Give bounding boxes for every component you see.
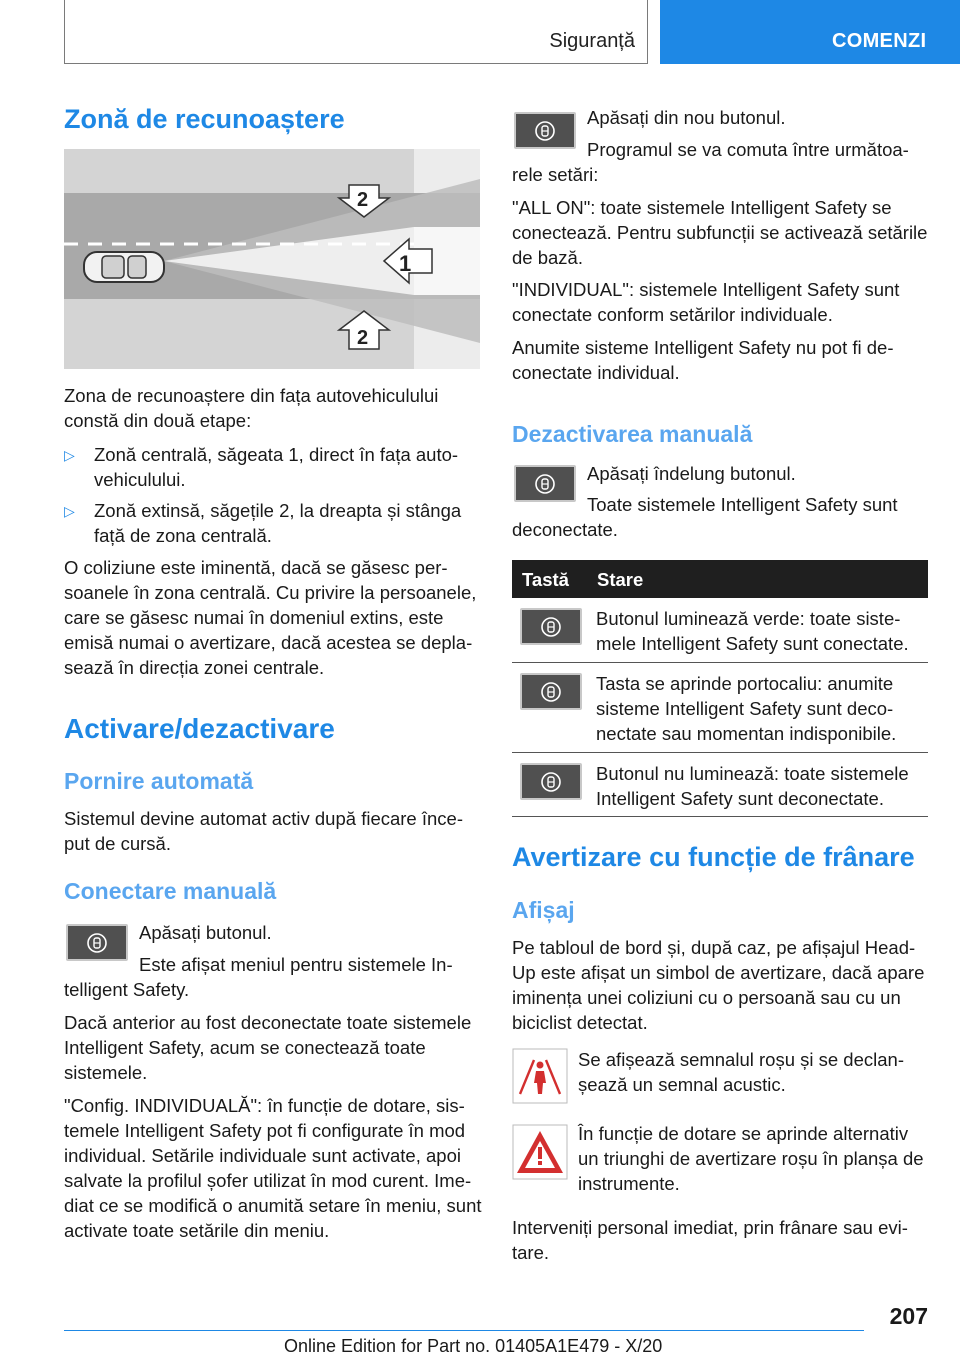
subtitle-manual-off: Dezactivarea manuală (512, 421, 753, 447)
all-on-text: "ALL ON": toate sistemele Intelligent Safety se conectează. Pentru subfuncții se activează setările de bază. (512, 197, 928, 268)
button-green-icon (520, 608, 582, 645)
recognition-intro: Zona de recunoaștere din fața autovehiculului constă din două etape: (64, 385, 439, 431)
table-col-state: Stare (597, 569, 644, 590)
header-section-tab (64, 0, 648, 64)
table-col-key: Tastă (522, 569, 569, 590)
bullet-triangle-icon: ▷ (64, 503, 75, 519)
safety-symbol-icon (540, 771, 562, 793)
display-text: Pe tabloul de bord și, după caz, pe afișajul Head-Up este afișat un simbol de avertizare, dacă apare iminența unei coliziuni cu o persoană sau cu un biciclist detectat. (512, 937, 925, 1033)
bullet-triangle-icon: ▷ (64, 447, 75, 463)
recognition-zone-svg (64, 149, 480, 369)
individual-text: "INDIVIDUAL": sistemele Intelligent Safety sunt conectate conform setărilor individuale. (512, 279, 900, 325)
subtitle-auto-start: Pornire automată (64, 768, 254, 794)
subtitle-manual-on: Conectare manuală (64, 878, 277, 904)
footer-divider (64, 1330, 864, 1331)
all-off-text: Toate sistemele Intelligent Safety sunt deconectate. (512, 494, 898, 540)
warning-triangle-icon (512, 1124, 568, 1180)
bullet-central-zone (64, 442, 482, 492)
intervene-text: Interveniți personal imediat, prin frânare sau evitare. (512, 1217, 908, 1263)
table-row-state: Butonul nu luminează: toate sistemele Intelligent Safety sunt deconectate. (596, 763, 909, 809)
signal-text: Se afișează semnalul roșu și se declanșează un semnal acustic. (578, 1049, 904, 1095)
button-orange-icon (520, 673, 582, 710)
button-off-icon (520, 763, 582, 800)
section-title-recognition-zone: Zonă de recunoaștere (64, 104, 345, 134)
pedestrian-warning-icon (512, 1048, 568, 1104)
bullet-text: Zonă centrală, săgeata 1, direct în fața autovehiculului. (94, 444, 459, 490)
section-title-activation: Activare/dezactivare (64, 713, 335, 744)
press-again-text: Apăsați din nou butonul. (587, 107, 786, 128)
car-icon (84, 252, 164, 282)
manual-text-1: Dacă anterior au fost deconectate toate sistemele Intelligent Safety, acum se conectează toate sistemele. (64, 1012, 472, 1083)
auto-start-text: Sistemul devine automat activ după fiecare început de cursă. (64, 808, 463, 854)
page-number: 207 (889, 1303, 928, 1329)
triangle-text: În funcție de dotare se aprinde alternativ un triunghi de avertizare roșu în planșa de instrumente. (578, 1123, 924, 1194)
manual-press-text: Apăsați butonul. (139, 922, 272, 943)
recognition-zone-diagram (64, 149, 480, 369)
subtitle-display: Afișaj (512, 897, 575, 923)
footer-edition: Online Edition for Part no. 01405A1E479 - X/20 (284, 1336, 663, 1356)
collision-paragraph: O coliziune este iminentă, dacă se găsesc persoanele în zona centrală. Cu privire la persoanele, care se găsesc numai în domeniul extins, este emisă numai o avertizare, dacă acestea se deplasează în direcția zonei centrale. (64, 557, 477, 678)
header-section-title: Siguranță (549, 30, 635, 52)
section-title-brake-warning: Avertizare cu funcție de frânare (512, 842, 915, 872)
table-row-state: Butonul luminează verde: toate sistemele Intelligent Safety sunt conectate. (596, 608, 909, 654)
diagram-label-2-bottom: 2 (357, 327, 369, 349)
toggle-text: Programul se va comuta între următoarele setări: (512, 139, 909, 185)
safety-symbol-icon (540, 681, 562, 703)
safety-symbol-icon (86, 932, 108, 954)
status-table-header (512, 560, 928, 598)
table-divider (512, 752, 928, 753)
table-divider (512, 662, 928, 663)
some-systems-text: Anumite sisteme Intelligent Safety nu pot fi deconectate individual. (512, 337, 894, 383)
manual-text-2: "Config. INDIVIDUALĂ": în funcție de dotare, sistemele Intelligent Safety pot fi configurate în mod individual. Setările individuale sunt activate, apoi salvate la profilul șofer utilizat în mod curent. Imediat ce se modifică o anumită setare în meniu, sunt activate toate setările din meniu. (64, 1095, 482, 1241)
long-press-text: Apăsați îndelung butonul. (587, 463, 796, 484)
table-divider (512, 816, 928, 817)
diagram-label-2-top: 2 (357, 189, 369, 211)
header-chapter-title: COMENZI (832, 30, 927, 52)
bullet-extended-zone (64, 498, 482, 548)
manual-menu-text: Este afișat meniul pentru sistemele Intelligent Safety. (64, 954, 453, 1000)
safety-symbol-icon (540, 616, 562, 638)
bullet-text: Zonă extinsă, săgețile 2, la dreapta și stânga față de zona centrală. (94, 500, 462, 546)
header-chapter-tab (660, 0, 960, 64)
diagram-label-1: 1 (399, 251, 412, 276)
table-row-state: Tasta se aprinde portocaliu: anumite sisteme Intelligent Safety sunt deconectate sau momentan indisponibile. (596, 673, 897, 744)
